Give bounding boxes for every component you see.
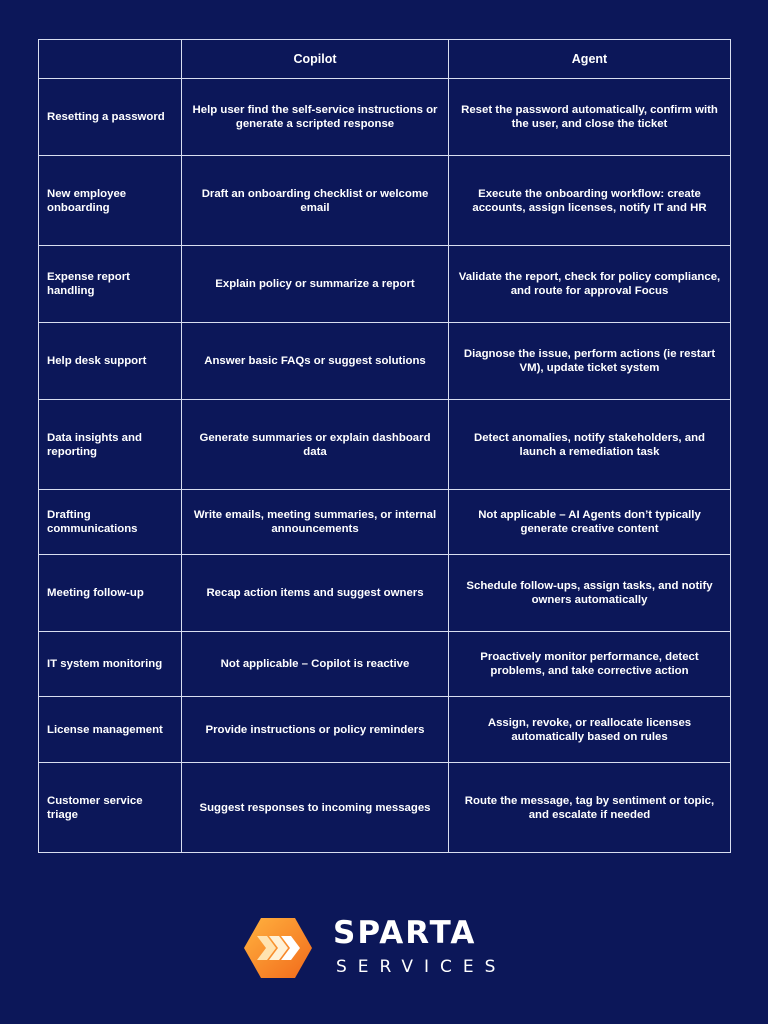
copilot-cell: Explain policy or summarize a report xyxy=(182,246,449,323)
table-row xyxy=(39,79,731,156)
logo-wordmark: SPARTA xyxy=(333,915,477,951)
row-label: License management xyxy=(39,697,182,763)
agent-cell: Validate the report, check for policy compliance, and route for approval Focus xyxy=(449,246,731,323)
copilot-cell: Draft an onboarding checklist or welcome email xyxy=(182,156,449,246)
agent-cell: Detect anomalies, notify stakeholders, and launch a remediation task xyxy=(449,400,731,490)
table-row xyxy=(39,763,731,853)
row-label: IT system monitoring xyxy=(39,632,182,697)
logo-subtitle: SERVICES xyxy=(336,957,507,977)
comparison-table-container xyxy=(38,39,730,853)
header-copilot: Copilot xyxy=(182,40,449,79)
row-label: Customer service triage xyxy=(39,763,182,853)
copilot-cell: Generate summaries or explain dashboard data xyxy=(182,400,449,490)
table-row xyxy=(39,555,731,632)
agent-cell: Assign, revoke, or reallocate licenses automatically based on rules xyxy=(449,697,731,763)
agent-cell: Not applicable – AI Agents don’t typically generate creative content xyxy=(449,490,731,555)
row-label: New employee onboarding xyxy=(39,156,182,246)
copilot-cell: Recap action items and suggest owners xyxy=(182,555,449,632)
copilot-cell: Provide instructions or policy reminders xyxy=(182,697,449,763)
agent-cell: Execute the onboarding workflow: create accounts, assign licenses, notify IT and HR xyxy=(449,156,731,246)
agent-cell: Route the message, tag by sentiment or topic, and escalate if needed xyxy=(449,763,731,853)
agent-cell: Reset the password automatically, confirm with the user, and close the ticket xyxy=(449,79,731,156)
row-label: Help desk support xyxy=(39,323,182,400)
sparta-chevrons-icon xyxy=(243,916,313,980)
row-label: Meeting follow-up xyxy=(39,555,182,632)
row-label: Data insights and reporting xyxy=(39,400,182,490)
table-row xyxy=(39,323,731,400)
copilot-cell: Suggest responses to incoming messages xyxy=(182,763,449,853)
comparison-table xyxy=(38,39,731,853)
header-agent: Agent xyxy=(449,40,731,79)
table-row xyxy=(39,156,731,246)
header-corner xyxy=(39,40,182,79)
copilot-cell: Write emails, meeting summaries, or internal announcements xyxy=(182,490,449,555)
sparta-services-logo xyxy=(243,912,533,982)
table-row xyxy=(39,697,731,763)
table-header-row xyxy=(39,40,731,79)
table-row xyxy=(39,246,731,323)
table-row xyxy=(39,490,731,555)
row-label: Resetting a password xyxy=(39,79,182,156)
table-row xyxy=(39,632,731,697)
copilot-cell: Help user find the self-service instructions or generate a scripted response xyxy=(182,79,449,156)
agent-cell: Schedule follow-ups, assign tasks, and notify owners automatically xyxy=(449,555,731,632)
agent-cell: Diagnose the issue, perform actions (ie restart VM), update ticket system xyxy=(449,323,731,400)
agent-cell: Proactively monitor performance, detect problems, and take corrective action xyxy=(449,632,731,697)
copilot-cell: Answer basic FAQs or suggest solutions xyxy=(182,323,449,400)
copilot-cell: Not applicable – Copilot is reactive xyxy=(182,632,449,697)
row-label: Expense report handling xyxy=(39,246,182,323)
table-row xyxy=(39,400,731,490)
row-label: Drafting communications xyxy=(39,490,182,555)
